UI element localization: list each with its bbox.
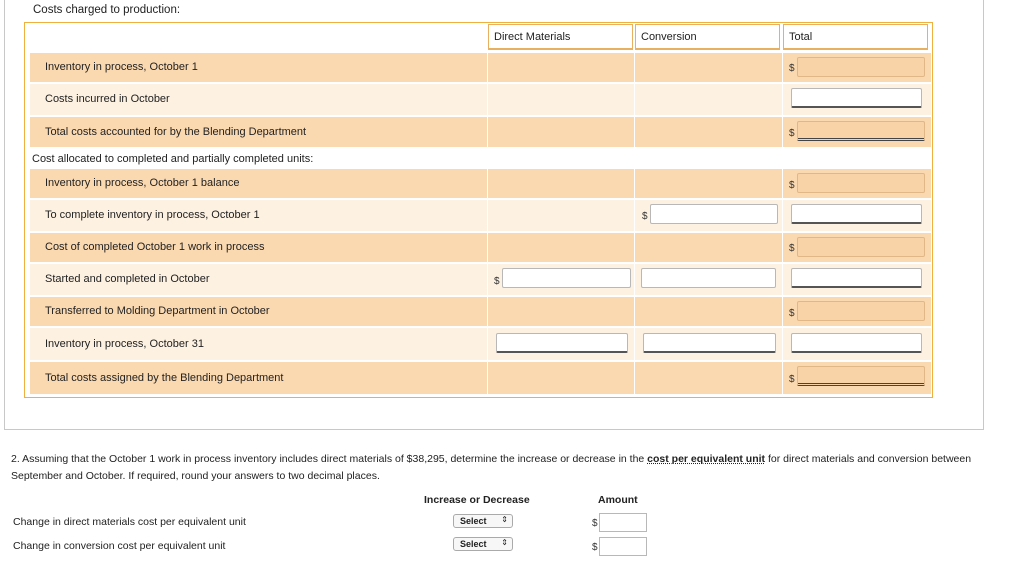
- dm-started-completed-input[interactable]: [502, 268, 631, 288]
- section-heading: Costs charged to production:: [33, 4, 181, 16]
- question-2-prefix: 2. Assuming that the October 1 work in process inventory includes direct materials of $38,295, determine the increase or decrease in the: [11, 453, 648, 465]
- row-label: Inventory in process, October 31: [45, 338, 204, 350]
- chevron-updown-icon: ⇕: [501, 515, 508, 524]
- dollar-sign: $: [789, 63, 795, 74]
- question-2-text: [11, 451, 1011, 485]
- row-label: Total costs assigned by the Blending Department: [45, 372, 284, 384]
- table-row: [30, 297, 931, 326]
- row-label: Inventory in process, October 1: [45, 61, 198, 73]
- dollar-sign: $: [592, 518, 598, 529]
- total-inv-oct1-input[interactable]: [797, 57, 925, 77]
- dollar-sign: $: [789, 374, 795, 385]
- header-total: Total: [783, 24, 928, 50]
- conversion-to-complete-input[interactable]: [650, 204, 778, 224]
- total-costs-incurred-input[interactable]: [791, 88, 922, 108]
- conversion-change-select[interactable]: [453, 537, 513, 551]
- total-started-completed-input[interactable]: [791, 268, 922, 288]
- cost-per-equivalent-unit-link[interactable]: cost per equivalent unit: [647, 453, 766, 465]
- dollar-sign: $: [494, 276, 500, 287]
- dollar-sign: $: [789, 243, 795, 254]
- dollar-sign: $: [592, 542, 598, 553]
- row-label: Started and completed in October: [45, 273, 210, 285]
- dollar-sign: $: [642, 211, 648, 222]
- row-label: Transferred to Molding Department in October: [45, 305, 270, 317]
- chevron-updown-icon: ⇕: [501, 538, 508, 547]
- header-conversion: Conversion: [635, 24, 780, 50]
- dollar-sign: $: [789, 128, 795, 139]
- question-2-suffix: for direct materials and conversion between September and October. If required, round your answers to two decimal places.: [11, 453, 972, 482]
- total-inv-oct31-input[interactable]: [791, 333, 922, 353]
- conversion-inv-oct31-input[interactable]: [643, 333, 776, 353]
- row-label: To complete inventory in process, October 1: [45, 209, 260, 221]
- table-row: [30, 233, 931, 262]
- amount-header: Amount: [598, 494, 638, 506]
- conversion-change-amount-input[interactable]: [599, 537, 647, 556]
- conversion-started-completed-input[interactable]: [641, 268, 776, 288]
- total-inv-balance-input[interactable]: [797, 173, 925, 193]
- row-label: Total costs accounted for by the Blending Department: [45, 126, 307, 138]
- dollar-sign: $: [789, 308, 795, 319]
- table-row: [30, 169, 931, 198]
- increase-decrease-header: Increase or Decrease: [424, 494, 530, 506]
- allocated-subheading: Cost allocated to completed and partially completed units:: [32, 153, 314, 165]
- table-row: [30, 53, 931, 82]
- row-label: Cost of completed October 1 work in process: [45, 241, 265, 253]
- dm-change-amount-input[interactable]: [599, 513, 647, 532]
- total-assigned-input[interactable]: [797, 366, 925, 386]
- table-row: [30, 362, 931, 394]
- total-transferred-input[interactable]: [797, 301, 925, 321]
- dm-change-label: Change in direct materials cost per equivalent unit: [13, 516, 246, 528]
- select-label: Select: [460, 539, 487, 549]
- header-direct-materials: Direct Materials: [488, 24, 633, 50]
- table-row: [30, 117, 931, 147]
- row-label: Inventory in process, October 1 balance: [45, 177, 240, 189]
- total-to-complete-input[interactable]: [791, 204, 922, 224]
- total-accounted-input[interactable]: [797, 121, 925, 141]
- dm-change-select[interactable]: [453, 514, 513, 528]
- conversion-change-label: Change in conversion cost per equivalent unit: [13, 540, 226, 552]
- dm-inv-oct31-input[interactable]: [496, 333, 628, 353]
- row-label: Costs incurred in October: [45, 93, 170, 105]
- total-cost-completed-input[interactable]: [797, 237, 925, 257]
- dollar-sign: $: [789, 180, 795, 191]
- select-label: Select: [460, 516, 487, 526]
